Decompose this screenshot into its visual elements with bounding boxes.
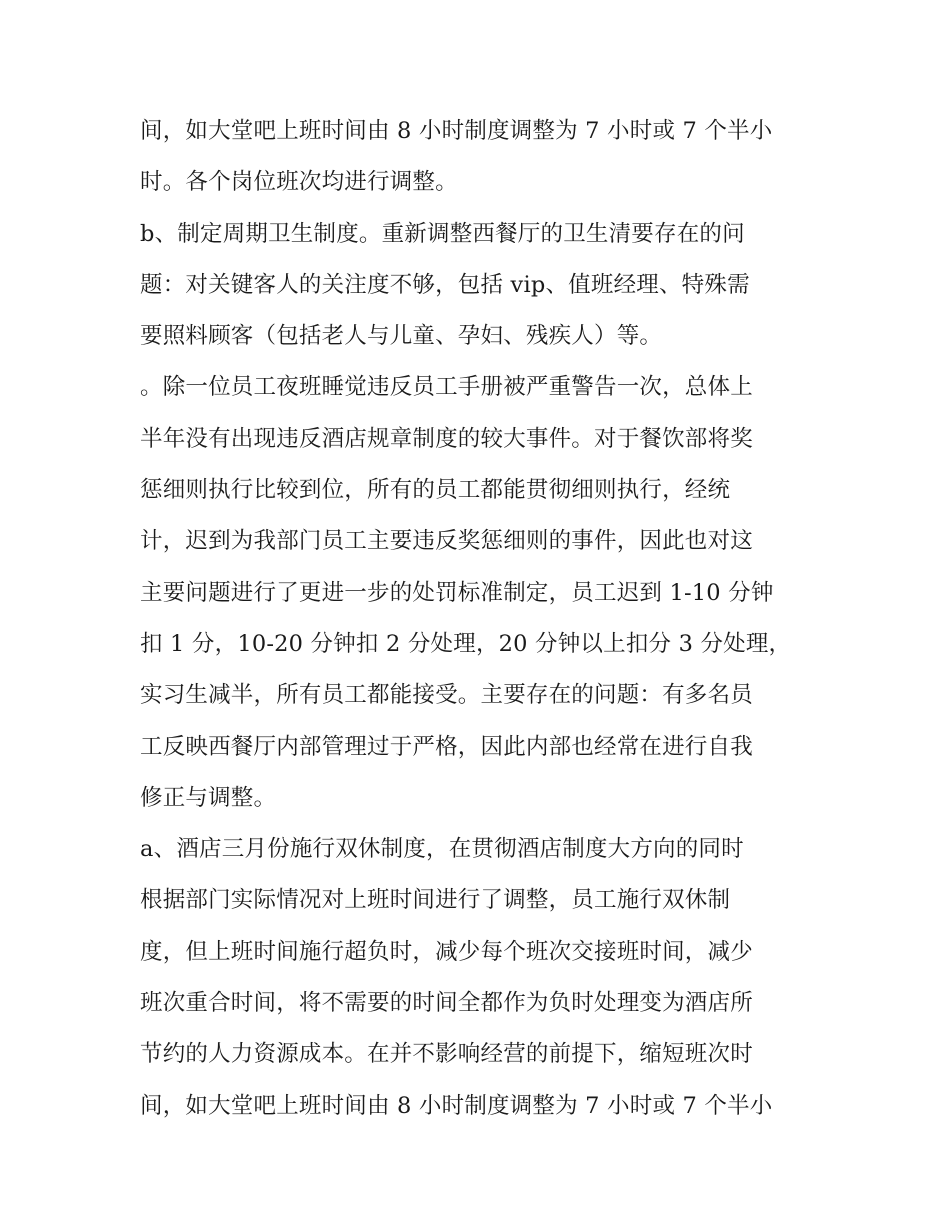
text-line: a、酒店三月份施行双休制度，在贯彻酒店制度大方向的同时 [140, 836, 744, 863]
text-line: 主要问题进行了更进一步的处罚标准制定，员工迟到 1-10 分钟 [140, 579, 774, 606]
text-line: b、制定周期卫生制度。重新调整西餐厅的卫生清要存在的问 [140, 220, 745, 247]
text-line: 间，如大堂吧上班时间由 8 小时制度调整为 7 小时或 7 个半小 [140, 1092, 773, 1119]
text-line: 要照料顾客（包括老人与儿童、孕妇、残疾人）等。 [140, 323, 663, 350]
text-line: 度，但上班时间施行超负时，减少每个班次交接班时间，减少 [140, 938, 753, 965]
text-line: 根据部门实际情况对上班时间进行了调整，员工施行双休制 [140, 887, 731, 914]
text-line: 工反映西餐厅内部管理过于严格，因此内部也经常在进行自我 [140, 733, 753, 760]
text-line: 。除一位员工夜班睡觉违反员工手册被严重警告一次，总体上 [140, 374, 753, 401]
text-line: 间，如大堂吧上班时间由 8 小时制度调整为 7 小时或 7 个半小 [140, 118, 773, 144]
text-line: 惩细则执行比较到位，所有的员工都能贯彻细则执行，经统 [140, 477, 731, 504]
text-line: 题：对关键客人的关注度不够，包括 vip、值班经理、特殊需 [140, 271, 750, 298]
text-line: 修正与调整。 [140, 784, 277, 811]
text-line: 计，迟到为我部门员工主要违反奖惩细则的事件，因此也对这 [140, 528, 753, 555]
text-line: 时。各个岗位班次均进行调整。 [140, 169, 458, 196]
text-line: 班次重合时间，将不需要的时间全都作为负时处理变为酒店所 [140, 990, 753, 1017]
text-line: 半年没有出现违反酒店规章制度的较大事件。对于餐饮部将奖 [140, 425, 753, 452]
text-line: 实习生减半，所有员工都能接受。主要存在的问题：有多名员 [140, 682, 753, 709]
body-text [140, 106, 820, 1132]
text-line: 节约的人力资源成本。在并不影响经营的前提下，缩短班次时 [140, 1041, 753, 1068]
text-line: 扣 1 分，10-20 分钟扣 2 分处理，20 分钟以上扣分 3 分处理， [140, 630, 792, 657]
